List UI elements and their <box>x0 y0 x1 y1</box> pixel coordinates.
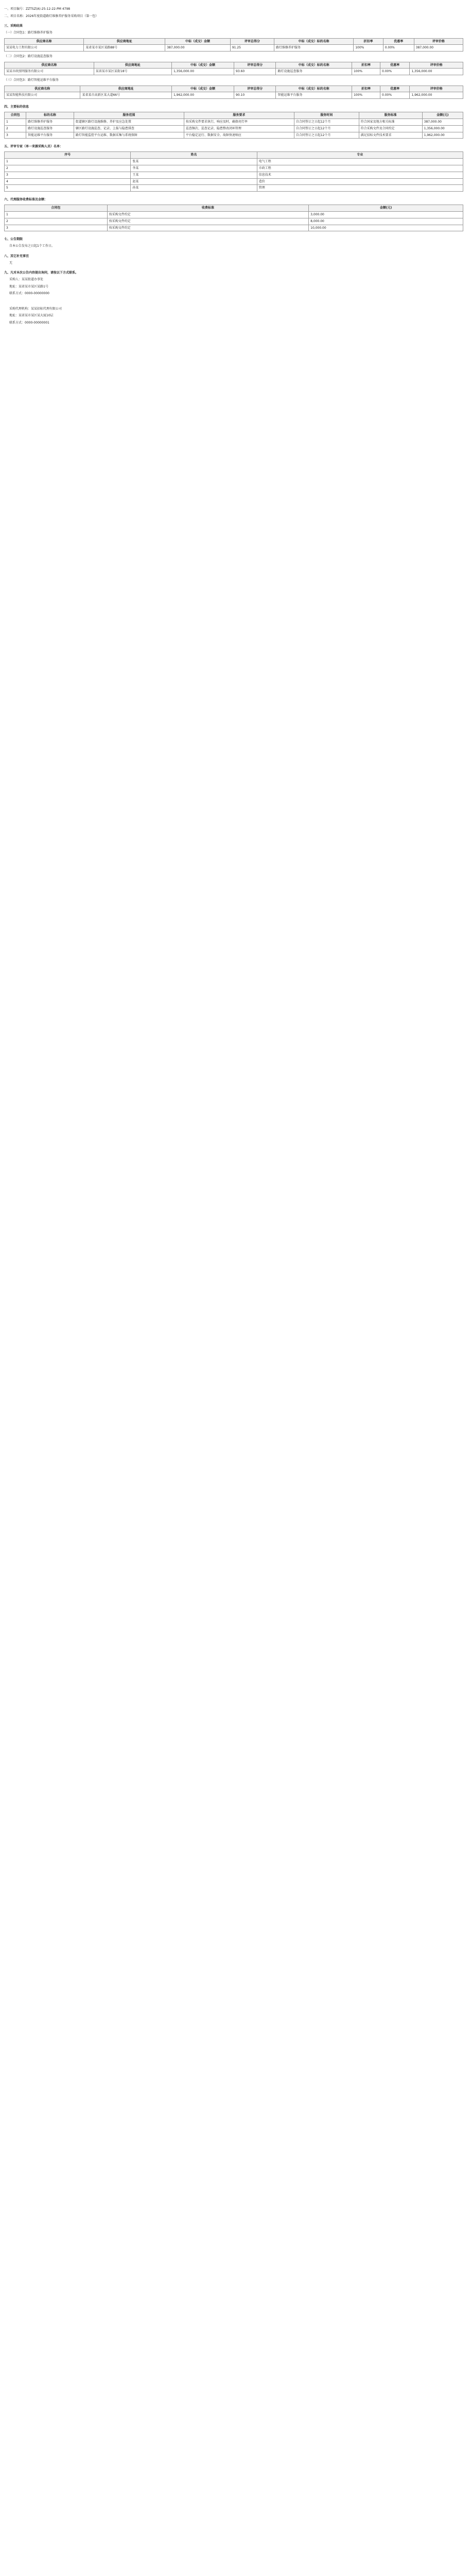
section-6-title: 六、代理服务收费标准及金额： <box>4 198 48 202</box>
winner-header-7: 评审价格 <box>410 62 463 69</box>
winner-header-1: 供应商地址 <box>80 86 171 92</box>
table-cell: 巡查频次、巡查记录、隐患整改闭环管理 <box>184 125 294 132</box>
table-cell: 1 <box>5 212 108 218</box>
winner-header-2: 中标（成交）金额 <box>171 86 234 92</box>
project-number: 一、项目编号：ZZTSZ(A)-25-12-22-PM 4798 <box>4 7 71 11</box>
section-4-title: 四、主要标的信息 <box>4 105 29 109</box>
table-cell: 3 <box>5 172 131 178</box>
table-cell: 93.60 <box>234 69 276 75</box>
table-cell: 满足招标文件技术要求 <box>359 132 422 139</box>
table-cell: 符合国家及地方相关标准 <box>359 119 422 126</box>
contact-buyer-phone: 联系方式：0000-00000000 <box>9 292 49 296</box>
winner-table-2 <box>4 62 463 76</box>
fee-table-header <box>5 205 463 212</box>
winner-header-3: 评审总得分 <box>230 38 274 45</box>
table-cell: 1,962,000.00 <box>171 92 234 99</box>
winner-header-2: 中标（成交）金额 <box>165 38 231 45</box>
table-row <box>5 225 463 231</box>
section-3-1-title: （一）合同包1：路灯维修养护服务 <box>4 31 53 35</box>
contract-header-5: 服务标准 <box>359 112 422 119</box>
table-cell: 路灯维修养护服务 <box>274 45 354 52</box>
winner-header-0: 供应商名称 <box>5 62 94 69</box>
expert-header-0: 序号 <box>5 152 131 159</box>
table-cell: 李某 <box>131 165 257 172</box>
table-cell: 智能运维平台服务 <box>26 132 74 139</box>
winner-header-0: 供应商名称 <box>5 38 84 45</box>
winner-header-1: 供应商地址 <box>94 62 171 69</box>
winner-header-4: 中标（成交）标的名称 <box>274 38 354 45</box>
winner-header-6: 优惠率 <box>380 86 410 92</box>
spacer <box>4 299 467 304</box>
table-cell: 2 <box>5 165 131 172</box>
table-cell: 路灯智能监控平台运维、数据采集与系统保障 <box>74 132 184 139</box>
winner-header-5: 折扣率 <box>352 86 380 92</box>
expert-table-header <box>5 152 463 159</box>
table-cell: 3 <box>5 132 26 139</box>
winner-header-7: 评审价格 <box>414 38 463 45</box>
contract-header-2: 服务范围 <box>74 112 184 119</box>
section-3-title: 三、采购结果 <box>4 24 23 28</box>
contact-buyer: 采购人：某某街道办事处 <box>9 278 44 282</box>
table-cell: 1,356,000.00 <box>410 69 463 75</box>
table-cell: 2 <box>5 218 108 225</box>
section-5-title: 五、评审专家（单一来源采购人员）名单： <box>4 145 63 149</box>
section-8-title: 八、其它补充事宜 <box>4 254 29 258</box>
project-name: 二、项目名称：2026年度街道路灯维修养护服务采购项目（第一包） <box>4 14 99 18</box>
table-row <box>5 92 463 99</box>
table-row <box>5 212 463 218</box>
table-cell: 0.00% <box>383 45 414 52</box>
table-cell: 4 <box>5 178 131 185</box>
section-3-3-title: （三）合同包3：路灯智能运维平台服务 <box>4 78 59 82</box>
section-9-title: 九、凡对本次公告内容提出询问，请按以下方式联系。 <box>4 271 79 275</box>
table-row <box>5 125 463 132</box>
section-3-2-title: （二）合同包2：路灯设施巡查服务 <box>4 55 53 59</box>
table-cell: 0.00% <box>380 69 409 75</box>
contract-header-4: 服务时间 <box>294 112 359 119</box>
table-cell: 90.10 <box>234 92 276 99</box>
contract-header-0: 合同包 <box>5 112 26 119</box>
winner-header-5: 折扣率 <box>354 38 383 45</box>
table-cell: 路灯维修养护服务 <box>26 119 74 126</box>
table-cell: 按采购文件约定 <box>107 218 308 225</box>
table-cell: 按采购文件约定 <box>107 225 308 231</box>
table-cell: 8,000.00 <box>309 218 463 225</box>
table-cell: 0.00% <box>380 92 410 99</box>
contract-header-3: 服务要求 <box>184 112 294 119</box>
table-cell: 信息技术 <box>257 172 463 178</box>
fee-header-1: 收费标准 <box>107 205 308 212</box>
table-cell: 路灯设施巡查服务 <box>276 69 352 75</box>
notice-period: 自本公告发布之日起1个工作日。 <box>9 244 55 248</box>
table-cell: 3,000.00 <box>309 212 463 218</box>
table-cell: 100% <box>352 69 380 75</box>
table-cell: 电气工程 <box>257 159 463 165</box>
table-cell: 智能运维平台服务 <box>276 92 352 99</box>
winner-header-3: 评审总得分 <box>234 86 276 92</box>
winner-header-2: 中标（成交）金额 <box>171 62 234 69</box>
winner-table-3 <box>4 86 463 99</box>
table-row <box>5 119 463 126</box>
table-cell: 自合同签订之日起12个月 <box>294 119 359 126</box>
table-cell: 自合同签订之日起12个月 <box>294 125 359 132</box>
winner-header-3: 评审总得分 <box>234 62 276 69</box>
winner-header-6: 优惠率 <box>380 62 409 69</box>
table-cell: 某省某市高新区某大道66号 <box>80 92 171 99</box>
table-cell: 1 <box>5 119 26 126</box>
table-cell: 路灯设施巡查服务 <box>26 125 74 132</box>
winner-header-1: 供应商地址 <box>84 38 165 45</box>
contract-table <box>4 112 463 139</box>
table-row <box>5 159 463 165</box>
table-cell: 某省某市某区某街18号 <box>94 69 171 75</box>
contact-agent: 采购代理机构：某某招标代理有限公司 <box>9 307 62 311</box>
expert-header-1: 姓名 <box>131 152 257 159</box>
table-cell: 某某市政照明服务有限公司 <box>5 69 94 75</box>
table-cell: 管理 <box>257 185 463 192</box>
table-cell: 街道辖区路灯设施维修、养护及应急处置 <box>74 119 184 126</box>
table-cell: 1 <box>5 159 131 165</box>
table-cell: 按采购文件约定 <box>107 212 308 218</box>
winner-table-header-2 <box>5 62 463 69</box>
table-row <box>5 165 463 172</box>
table-row <box>5 178 463 185</box>
contract-table-header <box>5 112 463 119</box>
table-cell: 3 <box>5 225 108 231</box>
table-cell: 造价 <box>257 178 463 185</box>
winner-table-header-3 <box>5 86 463 92</box>
table-cell: 5 <box>5 185 131 192</box>
table-cell: 辖区路灯设施巡查、记录、上报与隐患排查 <box>74 125 184 132</box>
table-cell: 100% <box>352 92 380 99</box>
contract-header-6: 金额(元) <box>422 112 463 119</box>
contact-agent-phone: 联系方式：0000-00000001 <box>9 320 49 325</box>
table-cell: 按采购文件要求执行，响应及时，确保亮灯率 <box>184 119 294 126</box>
fee-table <box>4 205 463 231</box>
table-cell: 100% <box>354 45 383 52</box>
extra-info: 无 <box>9 261 13 265</box>
table-cell: 10,000.00 <box>309 225 463 231</box>
table-cell: 市政工程 <box>257 165 463 172</box>
table-cell: 孙某 <box>131 185 257 192</box>
winner-table-header <box>5 38 463 45</box>
contact-agent-address: 地址：某省某市某区某大厦10层 <box>9 314 54 318</box>
winner-header-5: 折扣率 <box>352 62 380 69</box>
table-cell: 2 <box>5 125 26 132</box>
contact-buyer-address: 地址：某省某市某区某路1号 <box>9 284 48 289</box>
table-cell: 王某 <box>131 172 257 178</box>
table-cell: 平台稳定运行、数据安全、故障快速响应 <box>184 132 294 139</box>
page <box>0 0 471 325</box>
table-row <box>5 172 463 178</box>
table-cell: 387,000.00 <box>422 119 463 126</box>
table-cell: 某某智能科技有限公司 <box>5 92 80 99</box>
fee-header-2: 金额(元) <box>309 205 463 212</box>
expert-table <box>4 151 463 192</box>
table-cell: 1,962,000.00 <box>422 132 463 139</box>
winner-header-4: 中标（成交）标的名称 <box>276 86 352 92</box>
table-cell: 自合同签订之日起12个月 <box>294 132 359 139</box>
table-cell: 符合采购文件及合同约定 <box>359 125 422 132</box>
table-cell: 张某 <box>131 159 257 165</box>
expert-header-2: 专业 <box>257 152 463 159</box>
table-cell: 91.25 <box>230 45 274 52</box>
fee-header-0: 合同包 <box>5 205 108 212</box>
table-cell: 某省某市某区某路88号 <box>84 45 165 52</box>
table-cell: 赵某 <box>131 178 257 185</box>
table-row <box>5 218 463 225</box>
section-7-title: 七、公告期限 <box>4 238 23 242</box>
table-cell: 387,000.00 <box>165 45 231 52</box>
winner-header-0: 供应商名称 <box>5 86 80 92</box>
winner-header-4: 中标（成交）标的名称 <box>276 62 352 69</box>
contract-header-1: 标的名称 <box>26 112 74 119</box>
table-row <box>5 69 463 75</box>
table-cell: 387,000.00 <box>414 45 463 52</box>
table-cell: 1,356,000.00 <box>422 125 463 132</box>
table-cell: 1,962,000.00 <box>410 92 463 99</box>
winner-header-6: 优惠率 <box>383 38 414 45</box>
table-cell: 某某电力工程有限公司 <box>5 45 84 52</box>
winner-header-7: 评审价格 <box>410 86 463 92</box>
table-row <box>5 45 463 52</box>
table-row <box>5 185 463 192</box>
winner-table <box>4 38 463 52</box>
table-cell: 1,356,000.00 <box>171 69 234 75</box>
table-row <box>5 132 463 139</box>
